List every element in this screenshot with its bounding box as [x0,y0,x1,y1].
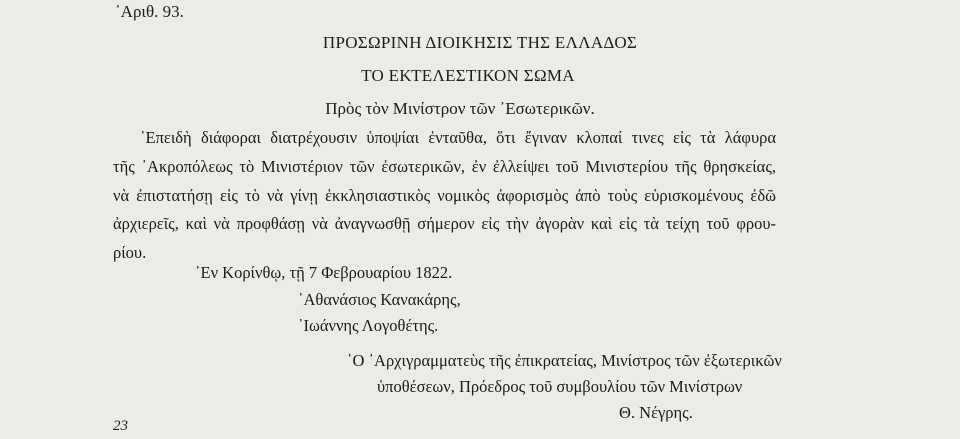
secretary-title-line-1: ῾Ο ᾽Αρχιγραμματεὺς τῆς ἐπικρατείας, Μινίστρος τῶν ἐξωτερικῶν [347,351,782,370]
body-line-3: νὰ ἐπιστατήσῃ εἰς τὸ νὰ γίνῃ ἐκκλησιαστικὸς νομικὸς ἀφορισμὸς ἀπὸ τοὺς εὑρισκομένους ἐδῶ [113,186,776,205]
body-line-5: ρίου. [113,243,147,262]
body-line-2: τῆς ᾽Ακροπόλεως τὸ Μινιστέριον τῶν ἐσωτερικῶν, ἐν ἐλλείψει τοῦ Μινιστερίου τῆς θρησκείας, [113,157,776,176]
place-and-date: ᾽Εν Κορίνθῳ, τῇ 7 Φεβρουαρίου 1822. [195,263,453,282]
addressee-line: Πρὸς τὸν Μινίστρον τῶν ᾽Εσωτερικῶν. [325,99,595,118]
body-line-1: ᾽Επειδὴ διάφοραι διατρέχουσιν ὑποψίαι ἐνταῦθα, ὅτι ἔγιναν κλοπαί τινες εἰς τὰ λάφυρα [140,128,776,147]
signatory-kanakaris: ᾽Αθανάσιος Κανακάρης, [298,290,461,309]
document-number: ᾽Αριθ. 93. [115,2,184,21]
page-number: 23 [113,418,128,434]
heading-government: ΠΡΟΣΩΡΙΝΗ ΔΙΟΙΚΗΣΙΣ ΤΗΣ ΕΛΛΑΔΟΣ [322,33,638,52]
signatory-logothetis: ᾽Ιωάννης Λογοθέτης. [298,316,439,335]
secretary-title-line-2: ὑποθέσεων, Πρόεδρος τοῦ συμβουλίου τῶν Μινίστρων [377,377,743,396]
secretary-name: Θ. Νέγρης. [619,403,693,422]
heading-executive-body: ΤΟ ΕΚΤΕΛΕΣΤΙΚΟΝ ΣΩΜΑ [361,66,575,85]
body-line-4: ἀρχιερεῖς, καὶ νὰ προφθάσῃ νὰ ἀναγνωσθῇ σήμερον εἰς τὴν ἀγορὰν καὶ εἰς τὰ τείχη τοῦ φρου- [113,214,776,233]
